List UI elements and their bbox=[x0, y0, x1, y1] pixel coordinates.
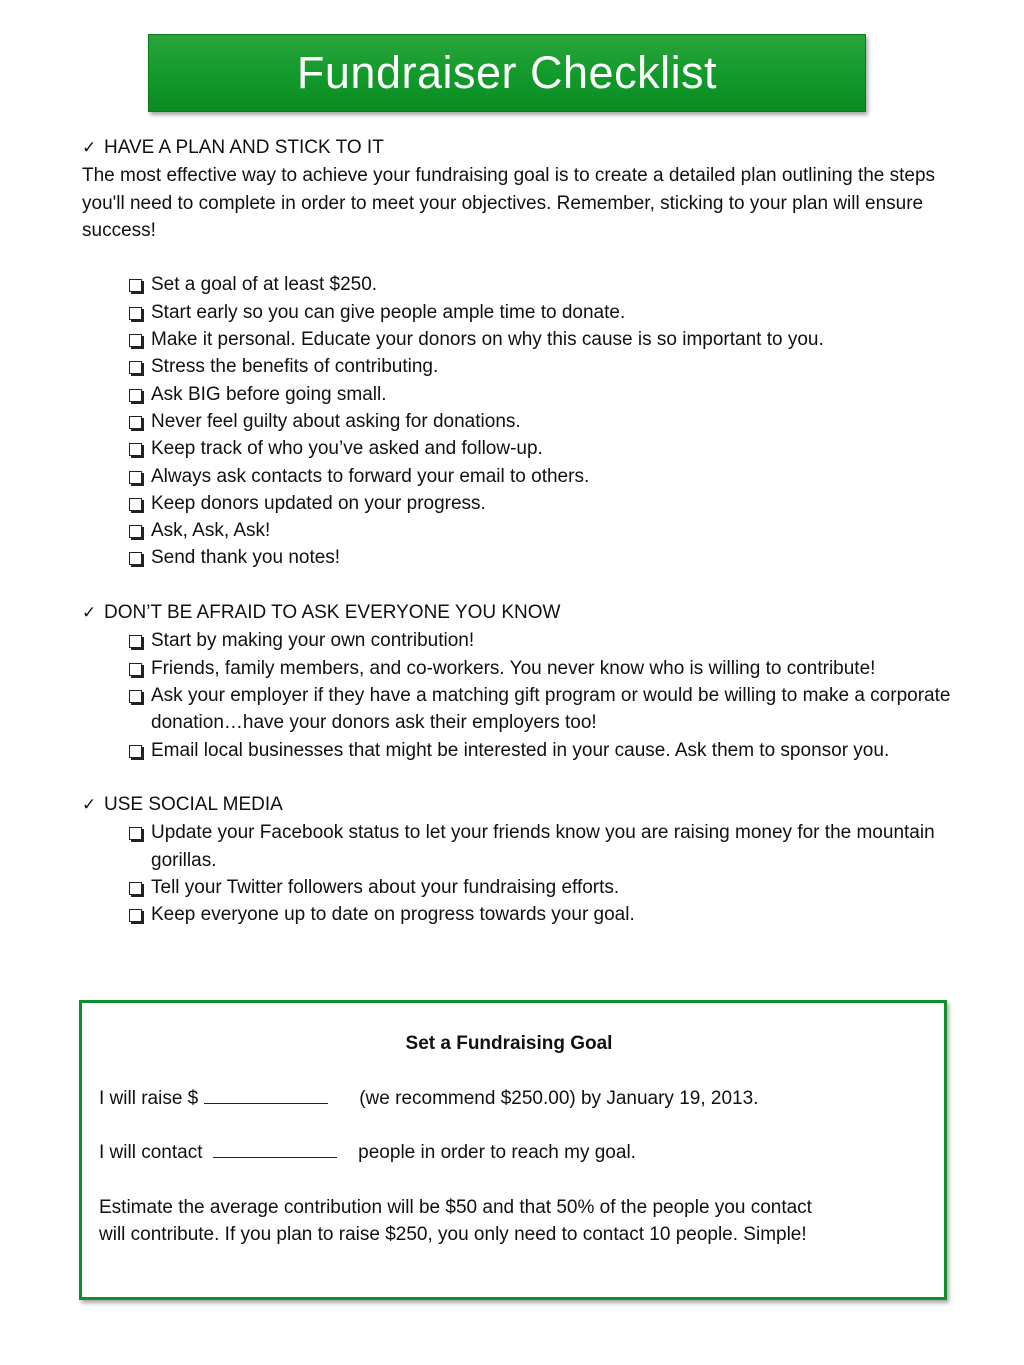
checklist-content bbox=[82, 134, 952, 929]
list-item bbox=[126, 737, 952, 764]
list-item-text: Start early so you can give people ample time to donate. bbox=[151, 301, 626, 323]
list-item bbox=[126, 463, 952, 490]
list-item bbox=[126, 326, 952, 353]
list-item-text: Ask BIG before going small. bbox=[151, 383, 387, 405]
checkmark-icon: ✓ bbox=[82, 138, 97, 158]
contact-count-line bbox=[99, 1139, 919, 1166]
checkbox-icon[interactable] bbox=[126, 737, 151, 764]
list-item-text: Ask your employer if they have a matching gift program or would be willing to make a corporate donation…have your donors ask their employers too! bbox=[151, 684, 951, 734]
checkbox-icon[interactable] bbox=[126, 408, 151, 435]
page-title: Fundraiser Checklist bbox=[296, 47, 718, 98]
list-item bbox=[126, 874, 952, 901]
checkbox-icon[interactable] bbox=[126, 819, 151, 846]
list-item-text: Keep everyone up to date on progress towards your goal. bbox=[151, 904, 635, 926]
estimate-line-1: Estimate the average contribution will be $50 and that 50% of the people you contact bbox=[99, 1196, 812, 1218]
checkbox-icon[interactable] bbox=[126, 490, 151, 517]
list-item-text: Friends, family members, and co-workers. You never know who is willing to contribute! bbox=[151, 657, 876, 679]
section-heading-social bbox=[82, 791, 952, 819]
contact-count-blank[interactable] bbox=[213, 1143, 337, 1158]
fundraising-goal-box bbox=[79, 1000, 947, 1300]
section-heading-ask bbox=[82, 599, 952, 627]
list-item bbox=[126, 517, 952, 544]
checkmark-icon: ✓ bbox=[82, 795, 97, 816]
checkbox-icon[interactable] bbox=[126, 901, 151, 928]
checkbox-icon[interactable] bbox=[126, 627, 151, 654]
list-item-text: Stress the benefits of contributing. bbox=[151, 356, 439, 378]
goal-box-title: Set a Fundraising Goal bbox=[405, 1033, 613, 1054]
list-item bbox=[126, 819, 952, 874]
list-item-text: Update your Facebook status to let your friends know you are raising money for the mountain gorillas. bbox=[151, 822, 935, 871]
list-item-text: Ask, Ask, Ask! bbox=[151, 520, 271, 542]
checkbox-icon[interactable] bbox=[126, 271, 151, 298]
section-heading-text: HAVE A PLAN AND STICK TO IT bbox=[104, 137, 384, 158]
list-item-text: Never feel guilty about asking for donations. bbox=[151, 410, 521, 432]
list-item bbox=[126, 299, 952, 326]
list-item bbox=[126, 901, 952, 928]
checkbox-icon[interactable] bbox=[126, 544, 151, 571]
list-item bbox=[126, 381, 952, 408]
section-paragraph: The most effective way to achieve your fundraising goal is to create a detailed plan outlining the steps you'll need to complete in order to meet your objectives. Remember, sticking to your plan will ensure success! bbox=[82, 165, 936, 241]
list-item bbox=[126, 655, 952, 682]
checkbox-icon[interactable] bbox=[126, 299, 151, 326]
raise-suffix: (we recommend $250.00) by January 19, 2013. bbox=[359, 1087, 759, 1109]
list-item-text: Tell your Twitter followers about your fundraising efforts. bbox=[151, 877, 620, 899]
list-item bbox=[126, 682, 952, 737]
contact-prefix: I will contact bbox=[99, 1142, 203, 1164]
section-heading-plan bbox=[82, 134, 952, 162]
contact-suffix: people in order to reach my goal. bbox=[358, 1142, 636, 1164]
list-item bbox=[126, 490, 952, 517]
checkmark-icon: ✓ bbox=[82, 603, 97, 624]
checklist-plan bbox=[82, 271, 952, 571]
list-item bbox=[126, 435, 952, 462]
list-item bbox=[126, 627, 952, 654]
list-item-text: Set a goal of at least $250. bbox=[151, 274, 378, 296]
raise-amount-line bbox=[99, 1085, 919, 1112]
checkbox-icon[interactable] bbox=[126, 682, 151, 709]
checkbox-icon[interactable] bbox=[126, 655, 151, 682]
checkbox-icon[interactable] bbox=[126, 381, 151, 408]
list-item-text: Start by making your own contribution! bbox=[151, 630, 475, 652]
estimate-line-2: will contribute. If you plan to raise $250, you only need to contact 10 people. Simple! bbox=[99, 1224, 807, 1246]
list-item-text: Email local businesses that might be interested in your cause. Ask them to sponsor you. bbox=[151, 739, 890, 761]
checkbox-icon[interactable] bbox=[126, 517, 151, 544]
list-item bbox=[126, 353, 952, 380]
checkbox-icon[interactable] bbox=[126, 353, 151, 380]
checklist-social bbox=[82, 819, 952, 928]
checkbox-icon[interactable] bbox=[126, 463, 151, 490]
list-item-text: Keep track of who you’ve asked and follow-up. bbox=[151, 438, 543, 460]
list-item-text: Make it personal. Educate your donors on why this cause is so important to you. bbox=[151, 329, 824, 351]
raise-prefix: I will raise $ bbox=[99, 1087, 199, 1109]
section-heading-text: DON’T BE AFRAID TO ASK EVERYONE YOU KNOW bbox=[104, 602, 561, 624]
checklist-ask bbox=[82, 627, 952, 763]
list-item bbox=[126, 271, 952, 298]
checkbox-icon[interactable] bbox=[126, 435, 151, 462]
list-item bbox=[126, 408, 952, 435]
list-item-text: Keep donors updated on your progress. bbox=[151, 492, 486, 514]
list-item bbox=[126, 544, 952, 571]
title-banner bbox=[148, 34, 866, 112]
checkbox-icon[interactable] bbox=[126, 874, 151, 901]
checkbox-icon[interactable] bbox=[126, 326, 151, 353]
section-heading-text: USE SOCIAL MEDIA bbox=[104, 794, 283, 816]
list-item-text: Always ask contacts to forward your email to others. bbox=[151, 465, 590, 487]
list-item-text: Send thank you notes! bbox=[151, 547, 341, 569]
raise-amount-blank[interactable] bbox=[204, 1089, 328, 1104]
